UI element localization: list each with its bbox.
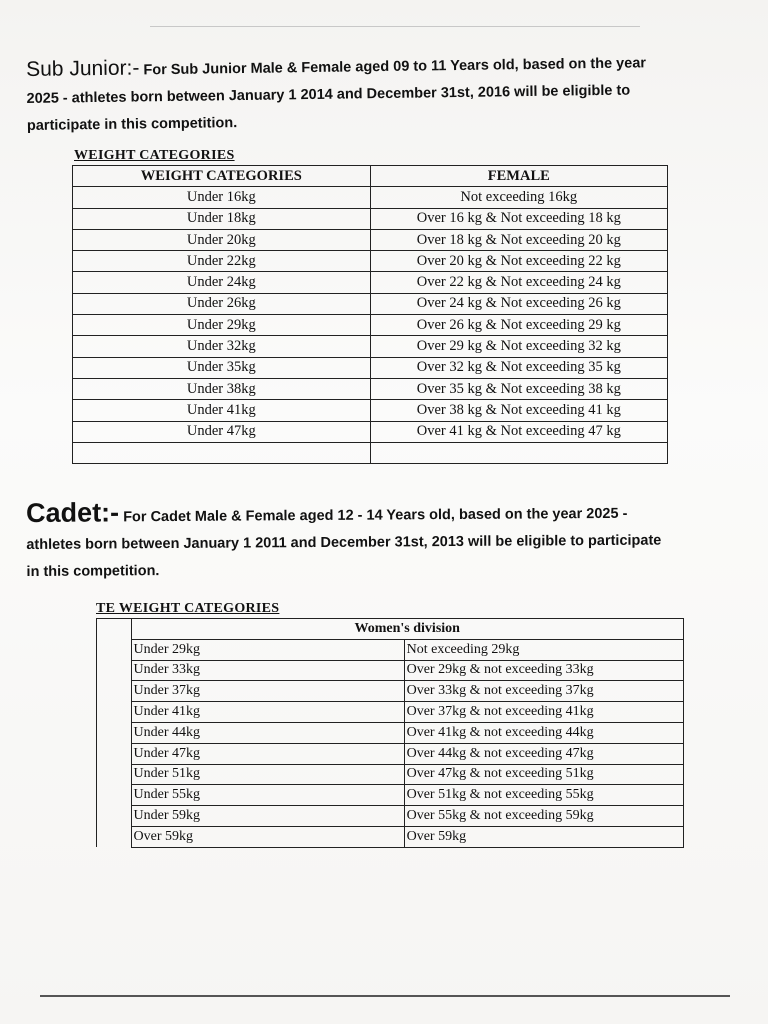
weight-category-cell: Over 59kg (131, 826, 404, 847)
table-row (73, 315, 668, 336)
female-range-cell: Over 29 kg & Not exceeding 32 kg (370, 336, 667, 357)
range-cell: Over 51kg & not exceeding 55kg (404, 785, 683, 806)
table-row (73, 229, 668, 250)
weight-category-cell: Under 20kg (73, 229, 371, 250)
bottom-rule (40, 995, 730, 997)
weight-category-cell (73, 442, 371, 463)
female-range-cell: Over 16 kg & Not exceeding 18 kg (370, 208, 667, 229)
table-header-row (73, 166, 668, 187)
empty-cell (97, 619, 132, 640)
table-row (97, 722, 684, 743)
cadet-weight-table (96, 618, 684, 848)
weight-category-cell: Under 18kg (73, 208, 371, 229)
weight-category-cell: Under 22kg (73, 251, 371, 272)
table-row (97, 702, 684, 723)
range-cell: Over 29kg & not exceeding 33kg (404, 660, 683, 681)
table-row (73, 421, 668, 442)
empty-cell (97, 702, 132, 723)
weight-category-cell: Under 38kg (73, 378, 371, 399)
cadet-intro (26, 493, 747, 586)
top-rule (150, 26, 640, 27)
weight-category-cell: Under 33kg (131, 660, 404, 681)
sub-junior-text-3: participate in this competition. (26, 115, 238, 134)
weight-category-cell: Under 41kg (73, 400, 371, 421)
weight-category-cell: Under 26kg (73, 293, 371, 314)
range-cell: Over 55kg & not exceeding 59kg (404, 806, 683, 827)
range-cell: Over 37kg & not exceeding 41kg (404, 702, 683, 723)
weight-category-cell: Under 16kg (73, 187, 371, 208)
female-range-cell: Over 38 kg & Not exceeding 41 kg (370, 400, 667, 421)
table-row (73, 272, 668, 293)
empty-cell (97, 639, 132, 660)
table-row (73, 357, 668, 378)
weight-category-cell: Under 24kg (73, 272, 371, 293)
table-row (73, 251, 668, 272)
female-range-cell: Over 26 kg & Not exceeding 29 kg (370, 315, 667, 336)
sub-junior-label: Sub Junior:- (26, 56, 140, 81)
sub-junior-table-title: WEIGHT CATEGORIES (74, 148, 235, 163)
female-range-cell: Not exceeding 16kg (370, 187, 667, 208)
header-womens-division: Women's division (131, 619, 684, 640)
female-range-cell: Over 35 kg & Not exceeding 38 kg (370, 378, 667, 399)
table-row (97, 785, 684, 806)
sub-junior-weight-table (72, 165, 668, 464)
cadet-text-1: For Cadet Male & Female aged 12 - 14 Years old, based on the year 2025 - (119, 505, 628, 526)
female-range-cell: Over 41 kg & Not exceeding 47 kg (370, 421, 667, 442)
weight-category-cell: Under 47kg (73, 421, 371, 442)
empty-cell (97, 722, 132, 743)
cadet-text-3: in this competition. (26, 563, 160, 580)
weight-category-cell: Under 29kg (131, 639, 404, 660)
empty-cell (97, 743, 132, 764)
table-row (97, 639, 684, 660)
table-header-row (97, 619, 684, 640)
table-row (97, 681, 684, 702)
table-row (73, 293, 668, 314)
weight-category-cell: Under 59kg (131, 806, 404, 827)
table-row (73, 187, 668, 208)
weight-category-cell: Under 37kg (131, 681, 404, 702)
table-row (73, 208, 668, 229)
weight-category-cell: Under 29kg (73, 315, 371, 336)
female-range-cell: Over 20 kg & Not exceeding 22 kg (370, 251, 667, 272)
female-range-cell (370, 442, 667, 463)
range-cell: Over 41kg & not exceeding 44kg (404, 722, 683, 743)
female-range-cell: Over 22 kg & Not exceeding 24 kg (370, 272, 667, 293)
empty-cell (97, 660, 132, 681)
table-row (97, 660, 684, 681)
weight-category-cell: Under 32kg (73, 336, 371, 357)
empty-cell (97, 681, 132, 702)
weight-category-cell: Under 44kg (131, 722, 404, 743)
table-row (73, 442, 668, 463)
cadet-line1 (26, 493, 746, 532)
empty-cell (97, 826, 132, 847)
range-cell: Over 33kg & not exceeding 37kg (404, 681, 683, 702)
empty-cell (97, 764, 132, 785)
weight-category-cell: Under 51kg (131, 764, 404, 785)
female-range-cell: Over 32 kg & Not exceeding 35 kg (370, 357, 667, 378)
weight-category-cell: Under 41kg (131, 702, 404, 723)
range-cell: Not exceeding 29kg (404, 639, 683, 660)
header-weight-categories: WEIGHT CATEGORIES (73, 166, 371, 187)
range-cell: Over 59kg (404, 826, 683, 847)
cadet-table-title: TE WEIGHT CATEGORIES (96, 601, 280, 616)
sub-junior-text-2: 2025 - athletes born between January 1 2014 and December 31st, 2016 will be eligible to (26, 82, 631, 107)
weight-category-cell: Under 35kg (73, 357, 371, 378)
sub-junior-text-1: For Sub Junior Male & Female aged 09 to 11 Years old, based on the year (139, 55, 647, 79)
table-row (97, 764, 684, 785)
empty-cell (97, 785, 132, 806)
sub-junior-intro (26, 48, 747, 140)
header-female: FEMALE (370, 166, 667, 187)
cadet-label: Cadet:- (26, 497, 120, 528)
table-row (97, 806, 684, 827)
table-row (73, 336, 668, 357)
female-range-cell: Over 18 kg & Not exceeding 20 kg (370, 229, 667, 250)
range-cell: Over 44kg & not exceeding 47kg (404, 743, 683, 764)
empty-cell (97, 806, 132, 827)
female-range-cell: Over 24 kg & Not exceeding 26 kg (370, 293, 667, 314)
weight-category-cell: Under 47kg (131, 743, 404, 764)
table-row (73, 400, 668, 421)
range-cell: Over 47kg & not exceeding 51kg (404, 764, 683, 785)
table-row (97, 826, 684, 847)
cadet-text-2: athletes born between January 1 2011 and December 31st, 2013 will be eligible to participate (26, 532, 662, 553)
table-row (97, 743, 684, 764)
weight-category-cell: Under 55kg (131, 785, 404, 806)
table-row (73, 378, 668, 399)
